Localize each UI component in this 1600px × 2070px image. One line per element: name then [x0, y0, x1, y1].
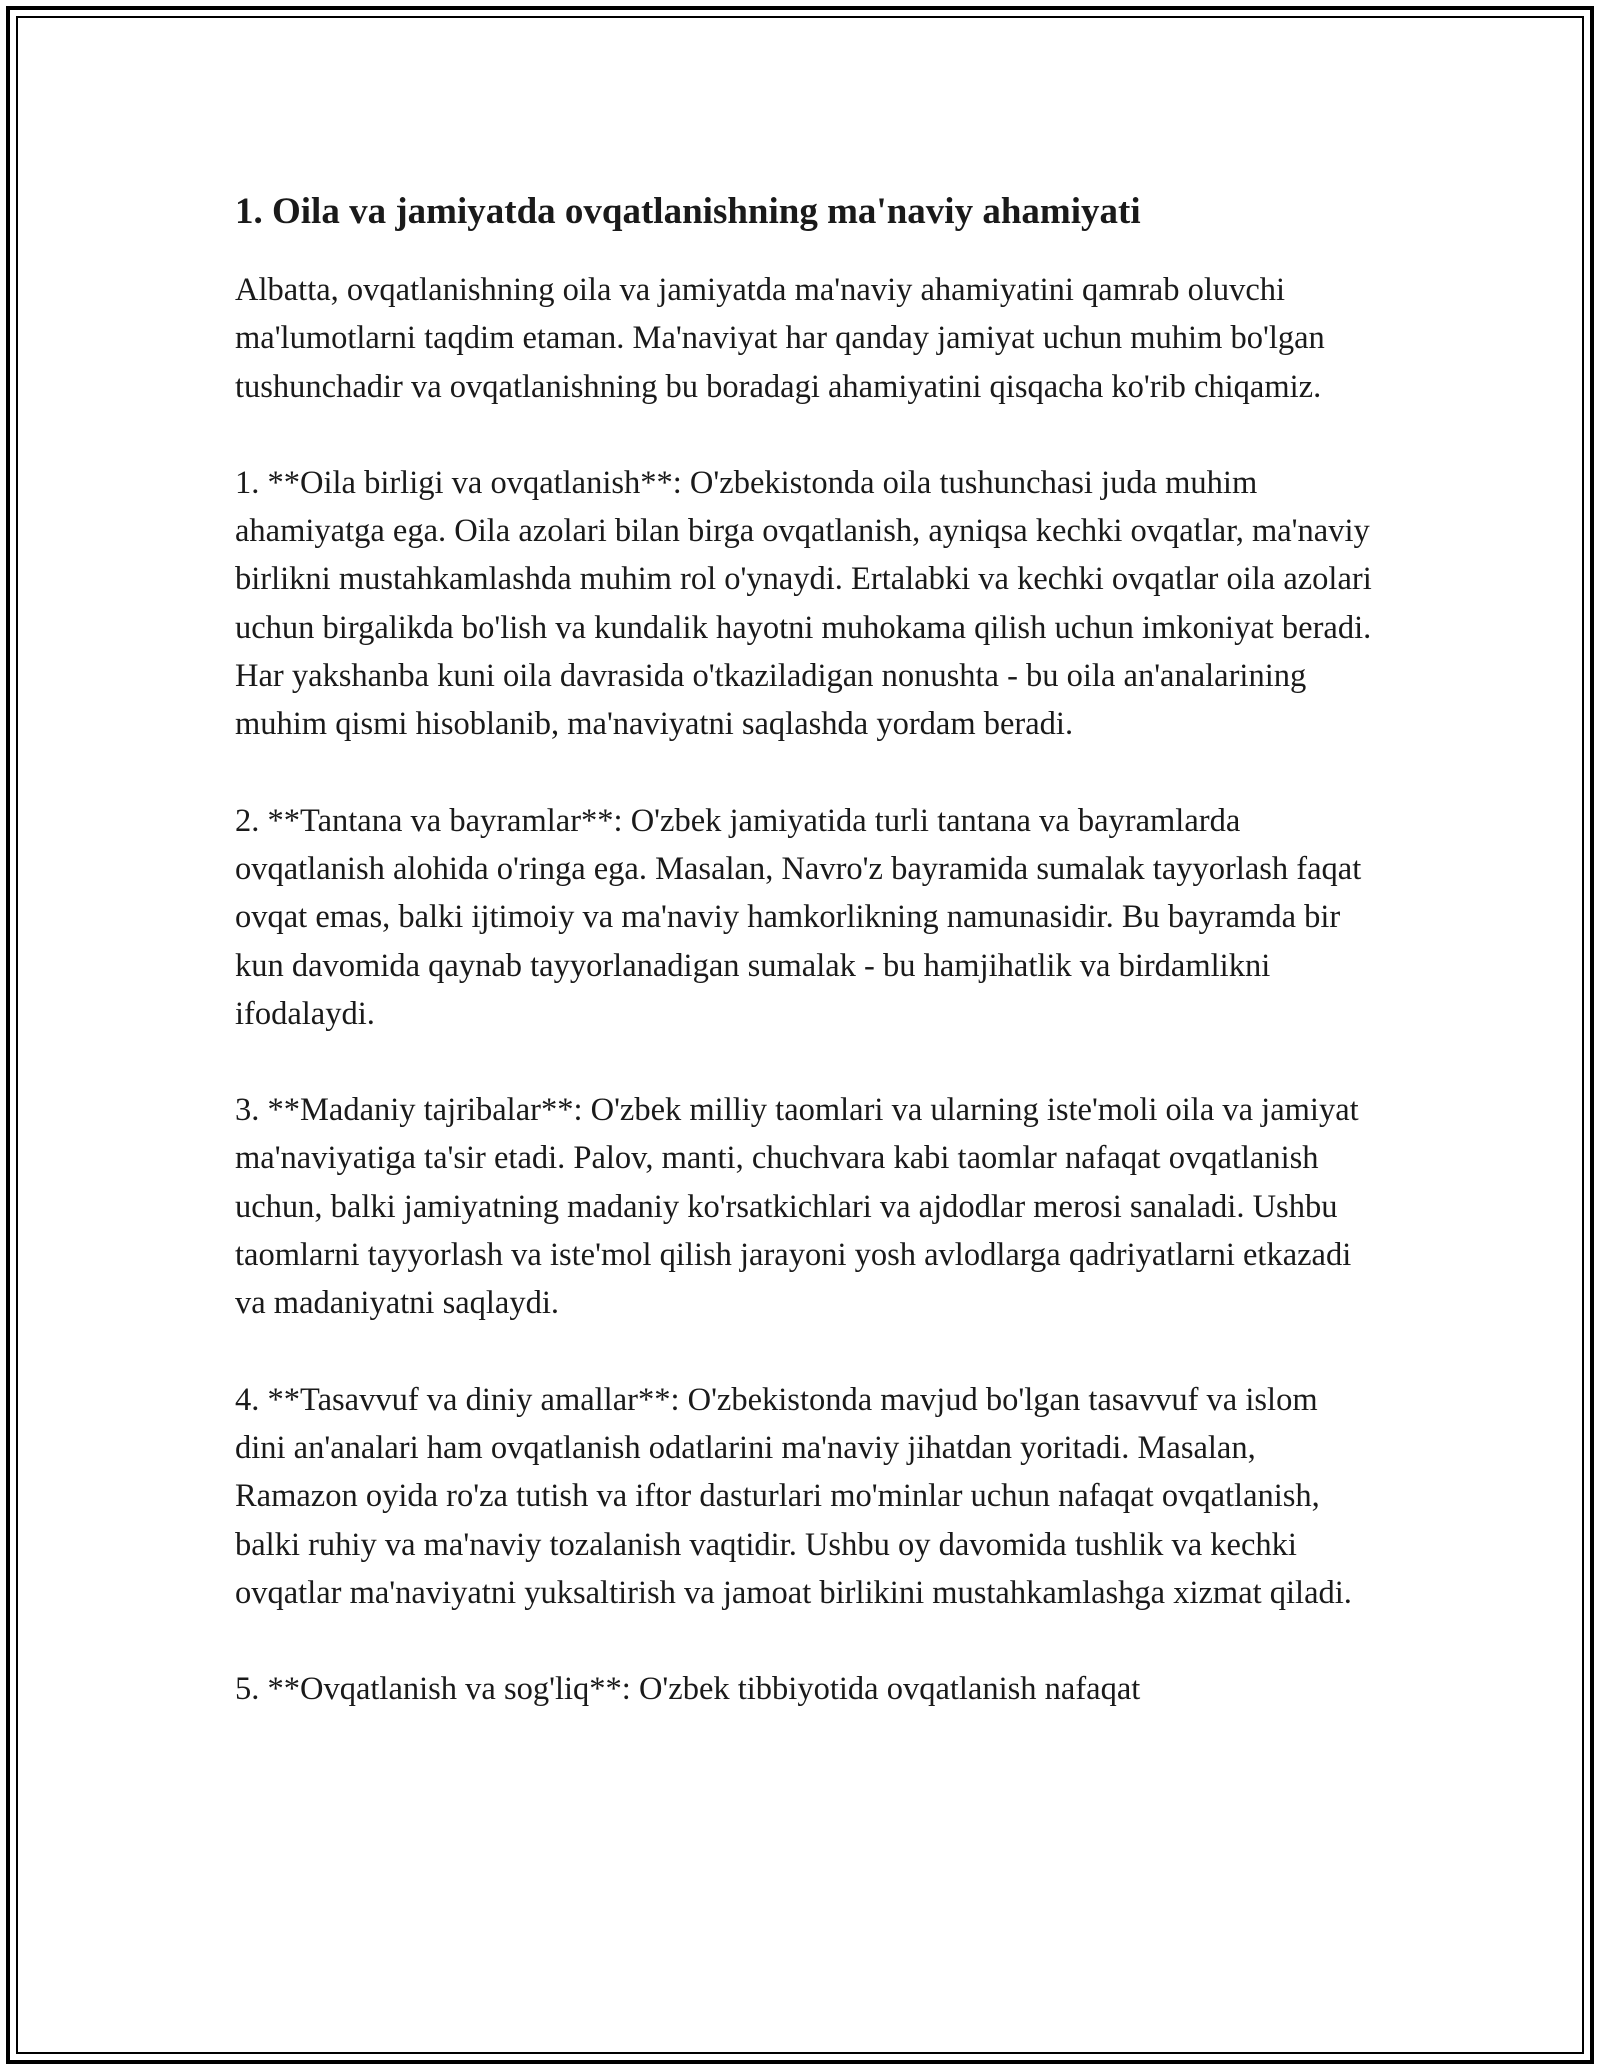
paragraph-ovqatlanish-sogliq: 5. **Ovqatlanish va sog'liq**: O'zbek tibbiyotida ovqatlanish nafaqat	[235, 1671, 1141, 1708]
paragraph-tasavvuf: 4. **Tasavvuf va diniy amallar**: O'zbekistonda mavjud bo'lgan tasavvuf va islom dini an'analari ham ovqatlanish odatlarini ma'naviy jihatdan yoritadi. Masalan, Ramazon oyida ro'za tutish va iftor dasturlari mo'minlar uchun nafaqat ovqatlanish, balki ruhiy va ma'naviy tozalanish vaqtidir. Ushbu oy davomida tushlik va kechki ovqatlar ma'naviyatni yuksaltirish va jamoat birlikini mustahkamlashga xizmat qiladi.	[235, 1381, 1352, 1611]
paragraph-intro: Albatta, ovqatlanishning oila va jamiyatda ma'naviy ahamiyatini qamrab oluvchi ma'lumotlarni taqdim etaman. Ma'naviyat har qanday jamiyat uchun muhim bo'lgan tushunchadir va ovqatlanishning bu boradagi ahamiyatini qisqacha ko'rib chiqamiz.	[235, 272, 1325, 405]
paragraph-madaniy: 3. **Madaniy tajribalar**: O'zbek milliy taomlari va ularning iste'moli oila va jamiyat ma'naviyatiga ta'sir etadi. Palov, manti, chuchvara kabi taomlar nafaqat ovqatlanish uchun, balki jamiyatning madaniy ko'rsatkichlari va ajdodlar merosi sanaladi. Ushbu taomlarni tayyorlash va iste'mol qilish jarayoni yosh avlodlarga qadriyatlarni etkazadi va madaniyatni saqlaydi.	[235, 1092, 1359, 1322]
document-body	[235, 186, 1375, 1761]
paragraph-oila-birligi: 1. **Oila birligi va ovqatlanish**: O'zbekistonda oila tushunchasi juda muhim ahamiyatga ega. Oila azolari bilan birga ovqatlanish, ayniqsa kechki ovqatlar, ma'naviy birlikni mustahkamlashda muhim rol o'ynaydi. Ertalabki va kechki ovqatlar oila azolari uchun birgalikda bo'lish va kundalik hayotni muhokama qilish uchun imkoniyat beradi. Har yakshanba kuni oila davrasida o'tkaziladigan nonushta - bu oila an'analarining muhim qismi hisoblanib, ma'naviyatni saqlashda yordam beradi.	[235, 464, 1372, 743]
paragraph-tantana: 2. **Tantana va bayramlar**: O'zbek jamiyatida turli tantana va bayramlarda ovqatlanish alohida o'ringa ega. Masalan, Navro'z bayramida sumalak tayyorlash faqat ovqat emas, balki ijtimoiy va ma'naviy hamkorlikning namunasidir. Bu bayramda bir kun davomida qaynab tayyorlanadigan sumalak - bu hamjihatlik va birdamlikni ifodalaydi.	[235, 802, 1362, 1032]
document-title: 1. Oila va jamiyatda ovqatlanishning ma'naviy ahamiyati	[235, 191, 1141, 232]
